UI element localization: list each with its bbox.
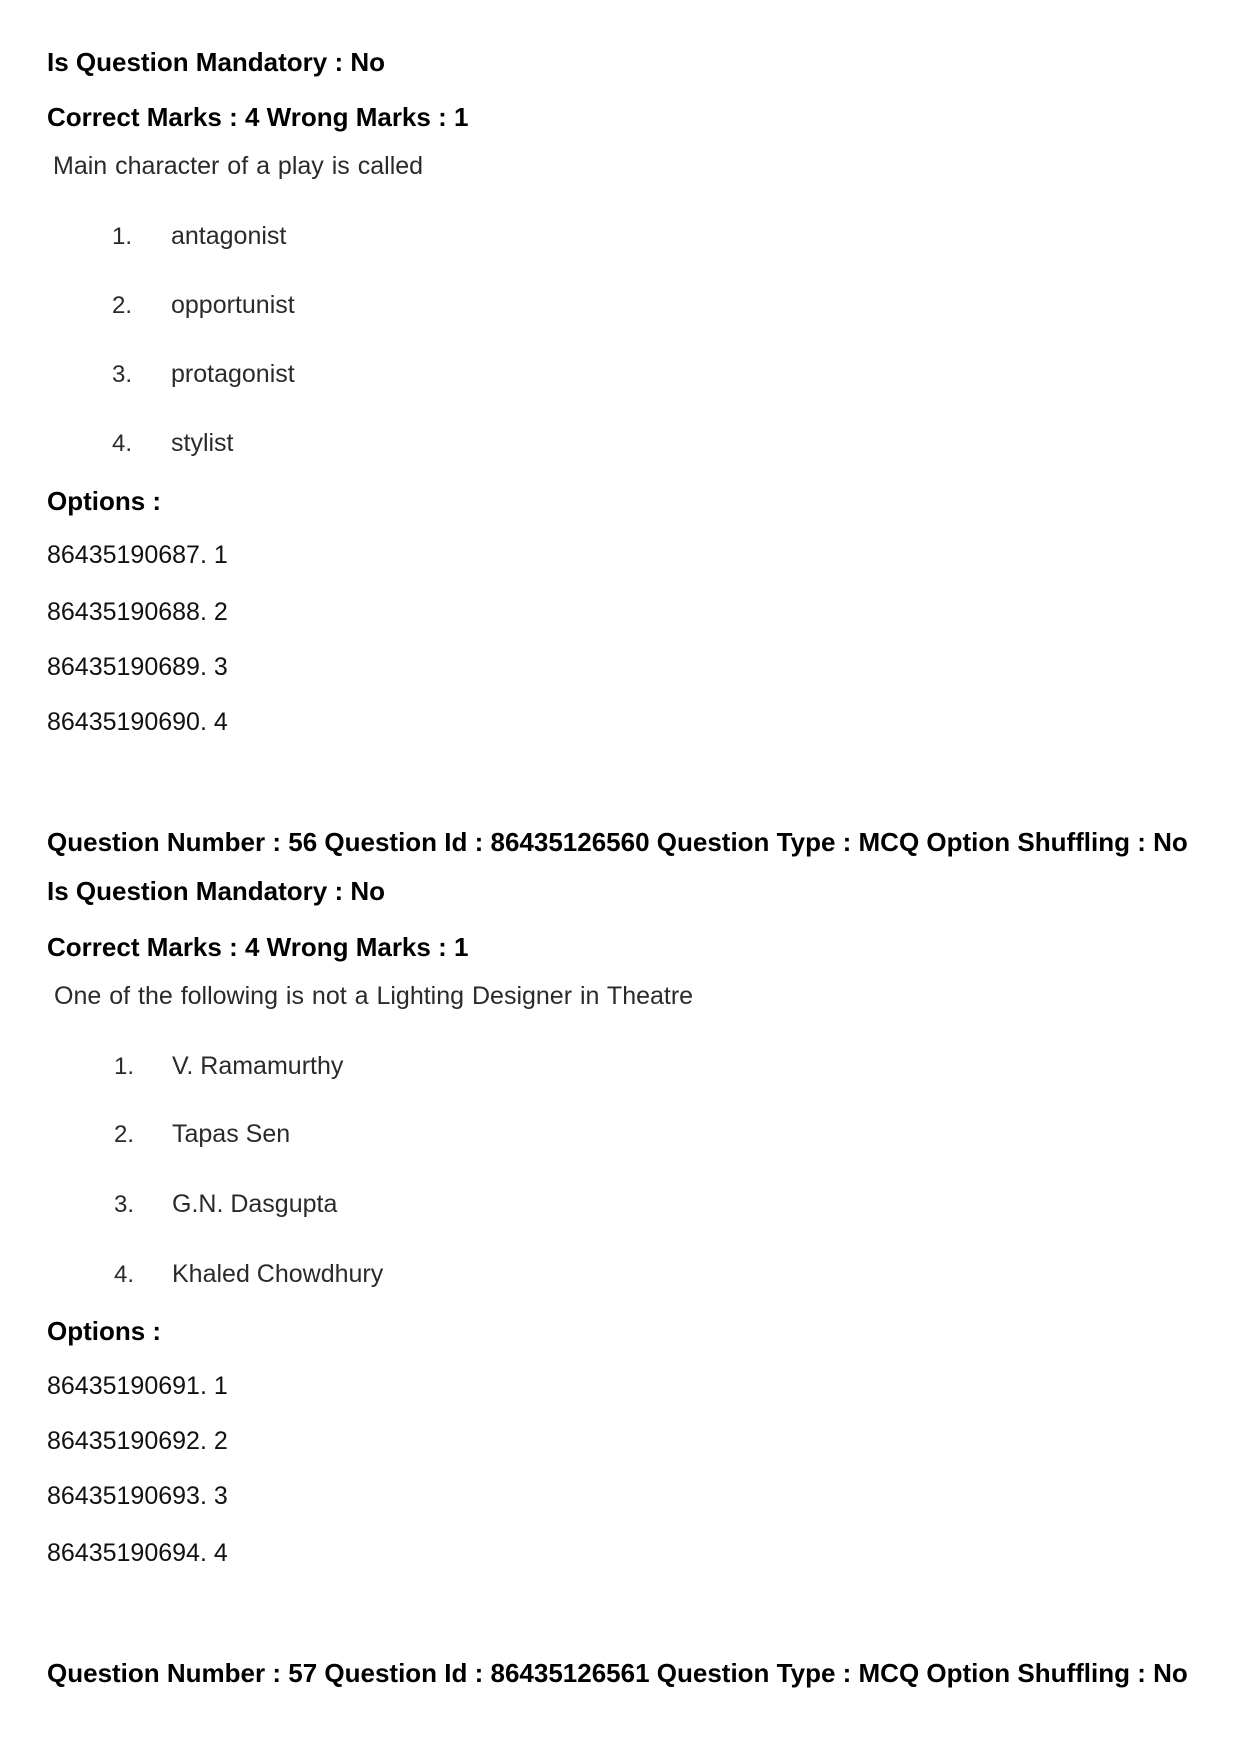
- option-id: 86435190690. 4: [47, 708, 228, 736]
- choice-text: opportunist: [171, 291, 295, 319]
- question-header: Question Number : 56 Question Id : 86435126560 Question Type : MCQ Option Shuffling : No: [47, 827, 1188, 857]
- question-mandatory: Is Question Mandatory : No: [47, 47, 386, 77]
- choice-text: G.N. Dasgupta: [172, 1190, 338, 1218]
- option-id: 86435190694. 4: [47, 1539, 228, 1567]
- choice-number: 2.: [114, 1121, 135, 1148]
- options-label: Options :: [47, 1316, 162, 1346]
- option-id: 86435190693. 3: [47, 1482, 228, 1510]
- choice-text: Tapas Sen: [172, 1120, 291, 1148]
- choice-number: 3.: [112, 361, 133, 388]
- option-id: 86435190689. 3: [47, 653, 228, 681]
- choice-number: 2.: [112, 292, 133, 319]
- question-mandatory: Is Question Mandatory : No: [47, 876, 386, 906]
- choice-text: stylist: [171, 429, 234, 457]
- choice-number: 4.: [112, 430, 133, 457]
- choice-number: 4.: [114, 1261, 135, 1288]
- question-text: Main character of a play is called: [53, 152, 424, 180]
- question-marks: Correct Marks : 4 Wrong Marks : 1: [47, 932, 469, 962]
- choice-text: Khaled Chowdhury: [172, 1260, 384, 1288]
- choice-number: 3.: [114, 1191, 135, 1218]
- option-id: 86435190687. 1: [47, 541, 228, 569]
- choice-text: antagonist: [171, 222, 287, 250]
- choice-number: 1.: [114, 1053, 135, 1080]
- options-label: Options :: [47, 486, 162, 516]
- choice-text: protagonist: [171, 360, 295, 388]
- question-header: Question Number : 57 Question Id : 86435126561 Question Type : MCQ Option Shuffling : No: [47, 1658, 1188, 1688]
- question-text: One of the following is not a Lighting Designer in Theatre: [54, 982, 694, 1010]
- choice-number: 1.: [112, 223, 133, 250]
- option-id: 86435190691. 1: [47, 1372, 228, 1400]
- question-marks: Correct Marks : 4 Wrong Marks : 1: [47, 102, 469, 132]
- option-id: 86435190688. 2: [47, 598, 228, 626]
- choice-text: V. Ramamurthy: [172, 1052, 344, 1080]
- option-id: 86435190692. 2: [47, 1427, 228, 1455]
